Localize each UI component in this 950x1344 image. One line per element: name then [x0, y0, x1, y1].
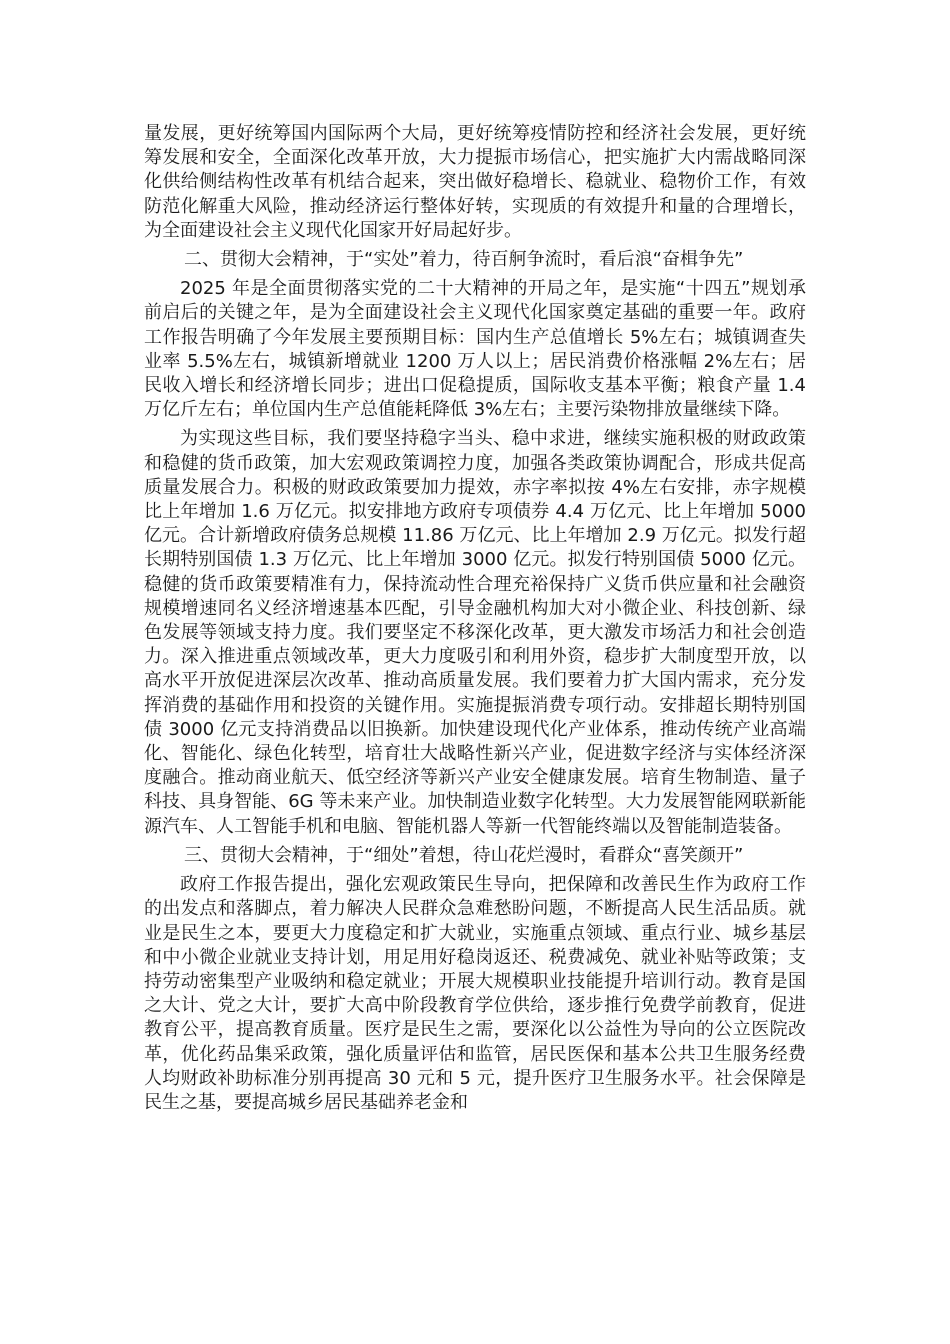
section-3-heading: 三、贯彻大会精神，于“细处”着想，待山花烂漫时，看群众“喜笑颜开” [184, 844, 744, 866]
section-2-heading: 二、贯彻大会精神，于“实处”着力，待百舸争流时，看后浪“奋楫争先” [184, 249, 744, 271]
section-2-paragraph-2: 为实现这些目标，我们要坚持稳字当头、稳中求进，继续实施积极的财政政策和稳健的货币政策，加大宏观政策调控力度，加强各类政策协调配合，形成共促高质量发展合力。积极的财政政策要加力提效，赤字率拟按 4%左右安排，赤字规模比上年增加 1.6 万亿元。拟安排地方政府专项债券 4.4 万亿元、比上年增加 5000 亿元。合计新增政府债务总规模 11.86 万亿元、比上年增加 2.9 万亿元。拟发行超长期特别国债 1.3 万亿元、比上年增加 3000 亿元。拟发行特别国债 5000 亿元。稳健的货币政策要精准有力，保持流动性合理充裕保持广义货币供应量和社会融资规模增速同名义经济增速基本匹配，引导金融机构加大对小微企业、科技创新、绿色发展等领域支持力度。我们要坚定不移深化改革，更大激发市场活力和社会创造力。深入推进重点领域改革，更大力度吸引和利用外资，稳步扩大制度型开放，以高水平开放促进深层次改革、推动高质量发展。我们要着力扩大国内需求，充分发挥消费的基础作用和投资的关键作用。实施提振消费专项行动。安排超长期特别国债 3000 亿元支持消费品以旧换新。加快建设现代化产业体系，推动传统产业高端化、智能化、绿色化转型，培育壮大战略性新兴产业，促进数字经济与实体经济深度融合。推动商业航天、低空经济等新兴产业安全健康发展。培育生物制造、量子科技、具身智能、6G 等未来产业。加快制造业数字化转型。大力发展智能网联新能源汽车、人工智能手机和电脑、智能机器人等新一代智能终端以及智能制造装备。 [144, 428, 806, 837]
continued-paragraph: 量发展，更好统筹国内国际两个大局，更好统筹疫情防控和经济社会发展，更好统筹发展和安全，全面深化改革开放，大力提振市场信心，把实施扩大内需战略同深化供给侧结构性改革有机结合起来，突出做好稳增长、稳就业、稳物价工作，有效防范化解重大风险，推动经济运行整体好转，实现质的有效提升和量的合理增长，为全面建设社会主义现代化国家开好局起好步。 [144, 123, 806, 241]
section-2-paragraph-1: 2025 年是全面贯彻落实党的二十大精神的开局之年，是实施“十四五”规划承前启后的关键之年，是为全面建设社会主义现代化国家奠定基础的重要一年。政府工作报告明确了今年发展主要预期目标：国内生产总值增长 5%左右；城镇调查失业率 5.5%左右，城镇新增就业 1200 万人以上；居民消费价格涨幅 2%左右；居民收入增长和经济增长同步；进出口促稳提质，国际收支基本平衡；粮食产量 1.4 万亿斤左右；单位国内生产总值能耗降低 3%左右；主要污染物排放量继续下降。 [144, 278, 806, 421]
document-page [144, 122, 806, 1120]
section-3-paragraph-1: 政府工作报告提出，强化宏观政策民生导向，把保障和改善民生作为政府工作的出发点和落脚点，着力解决人民群众急难愁盼问题，不断提高人民生活品质。就业是民生之本，要更大力度稳定和扩大就业，实施重点领域、重点行业、城乡基层和中小微企业就业支持计划，用足用好稳岗返还、税费减免、就业补贴等政策；支持劳动密集型产业吸纳和稳定就业；开展大规模职业技能提升培训行动。教育是国之大计、党之大计，要扩大高中阶段教育学位供给，逐步推行免费学前教育，促进教育公平，提高教育质量。医疗是民生之需，要深化以公益性为导向的公立医院改革，优化药品集采政策，强化质量评估和监管，居民医保和基本公共卫生服务经费人均财政补助标准分别再提高 30 元和 5 元，提升医疗卫生服务水平。社会保障是民生之基，要提高城乡居民基础养老金和 [144, 874, 806, 1113]
